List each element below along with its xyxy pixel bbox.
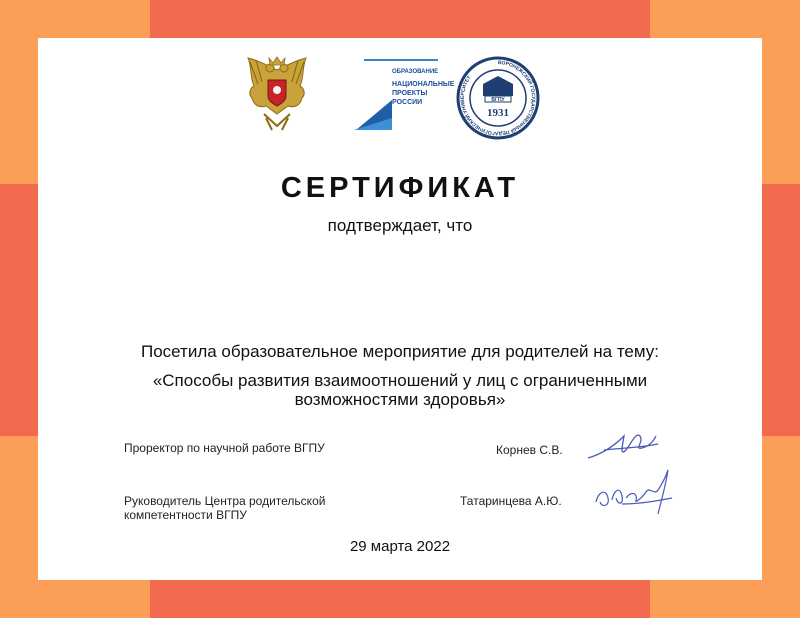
event-description: Посетила образовательное мероприятие для родителей на тему:: [140, 342, 659, 361]
certificate-subtitle: подтверждает, что: [327, 216, 473, 235]
signatory-role: Проректор по научной работе ВГПУ: [124, 441, 325, 455]
event-topic: «Способы развития взаимоотношений у лиц с ограниченными возможностями здоровья»: [152, 371, 648, 409]
logo-text: ПРОЕКТЫ: [392, 90, 428, 97]
seal-year: 1931: [487, 107, 509, 119]
coat-of-arms-icon: [244, 56, 310, 132]
logo-text: РОССИИ: [392, 99, 423, 106]
logo-text: НАЦИОНАЛЬНЫЕ: [392, 81, 455, 88]
certificate-title: СЕРТИФИКАТ: [280, 172, 520, 204]
certificate-card: [38, 38, 762, 580]
national-projects-logo-icon: [352, 56, 455, 132]
certificate-date: 29 марта 2022: [349, 538, 451, 555]
seal-abbr: ВГПУ: [491, 97, 505, 103]
signatory-name: Корнев С.В.: [496, 443, 563, 457]
signature-icon: [592, 468, 676, 518]
seal-ring-textpath: ВОРОНЕЖСКИЙ ГОСУДАРСТВЕННЫЙ ПЕДАГОГИЧЕСКИЙ УНИВЕРСИТЕТ: [459, 59, 536, 137]
signatory-role: Руководитель Центра родительской компетентности ВГПУ: [124, 494, 326, 522]
signatory-name: Татаринцева А.Ю.: [460, 494, 562, 508]
university-seal-icon: [456, 56, 540, 140]
signature-icon: [584, 428, 664, 464]
logo-row: [38, 56, 762, 136]
logo-text: ОБРАЗОВАНИЕ: [392, 69, 439, 75]
